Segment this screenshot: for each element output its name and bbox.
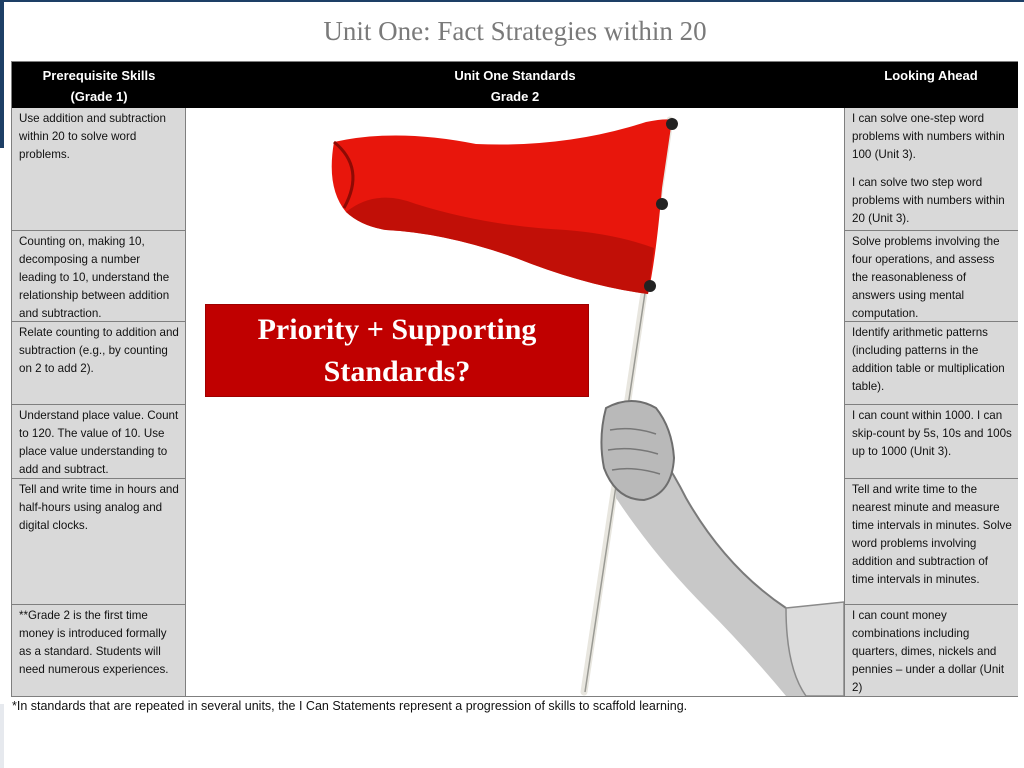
looking-ahead-cell (844, 604, 1018, 696)
header-unit-standards (186, 62, 844, 108)
page-title: Unit One: Fact Strategies within 20 (323, 16, 707, 46)
prerequisite-text: **Grade 2 is the first time money is introduced formally as a standard. Students will need numerous experiences. (19, 609, 169, 676)
flag-grommet (666, 118, 678, 130)
header-prerequisite-line1: Prerequisite Skills (42, 68, 156, 83)
looking-ahead-text: I can solve two step word problems with numbers within 20 (Unit 3). (852, 176, 1005, 225)
looking-ahead-text: Tell and write time to the nearest minute and measure time intervals in minutes. Solve word problems involving addition and subtraction of time intervals in minutes. (852, 483, 1012, 586)
red-flag-photo (186, 108, 844, 696)
callout-line2: Standards? (323, 355, 471, 388)
flag-grommet (644, 280, 656, 292)
prerequisite-text: Relate counting to addition and subtraction (e.g., by counting on 2 to add 2). (19, 326, 179, 375)
prerequisite-cell (12, 108, 186, 230)
header-prerequisite (12, 62, 186, 108)
prerequisite-cell (12, 321, 186, 404)
header-looking-ahead-label: Looking Ahead (884, 68, 978, 83)
looking-ahead-text: Solve problems involving the four operations, and assess the reasonableness of answers using mental computation. (852, 235, 1000, 320)
prerequisite-text: Understand place value. Count to 120. The value of 10. Use place value understanding to add and subtract. (19, 409, 179, 476)
left-accent-bar-lower (0, 704, 4, 768)
header-unit-line2: Grade 2 (490, 89, 540, 104)
prerequisite-cell (12, 478, 186, 604)
header-unit-line1: Unit One Standards (454, 68, 576, 83)
looking-ahead-cell (844, 404, 1018, 478)
prerequisite-cell (12, 404, 186, 478)
looking-ahead-text: I can solve one-step word problems with numbers within 100 (Unit 3). (852, 112, 1005, 161)
prerequisite-text: Counting on, making 10, decomposing a number leading to 10, understand the relationship between addition and subtraction. (19, 235, 170, 320)
top-rule (0, 0, 1024, 2)
looking-ahead-cell (844, 321, 1018, 404)
flag-grommet (656, 198, 668, 210)
looking-ahead-text: I can count money combinations including quarters, dimes, nickels and pennies – under a dollar (Unit 2) (852, 609, 1005, 694)
hand (601, 401, 674, 500)
looking-ahead-text: Identify arithmetic patterns (including patterns in the addition table or multiplication table). (852, 326, 1005, 393)
prerequisite-text: Tell and write time in hours and half-hours using analog and digital clocks. (19, 483, 179, 532)
prerequisite-cell (12, 230, 186, 321)
looking-ahead-text: I can count within 1000. I can skip-count by 5s, 10s and 100s up to 1000 (Unit 3). (852, 409, 1012, 458)
looking-ahead-cell (844, 230, 1018, 321)
footnote: *In standards that are repeated in several units, the I Can Statements represent a progression of skills to scaffold learning. (12, 699, 688, 713)
prerequisite-cell (12, 604, 186, 696)
callout-line1: Priority + Supporting (257, 313, 537, 346)
prerequisite-text: Use addition and subtraction within 20 to solve word problems. (19, 112, 166, 161)
header-looking-ahead (844, 62, 1018, 108)
header-prerequisite-line2: (Grade 1) (70, 89, 128, 104)
looking-ahead-cell (844, 478, 1018, 604)
looking-ahead-cell (844, 108, 1018, 230)
red-flag-illustration (186, 108, 844, 696)
priority-callout (205, 304, 589, 397)
